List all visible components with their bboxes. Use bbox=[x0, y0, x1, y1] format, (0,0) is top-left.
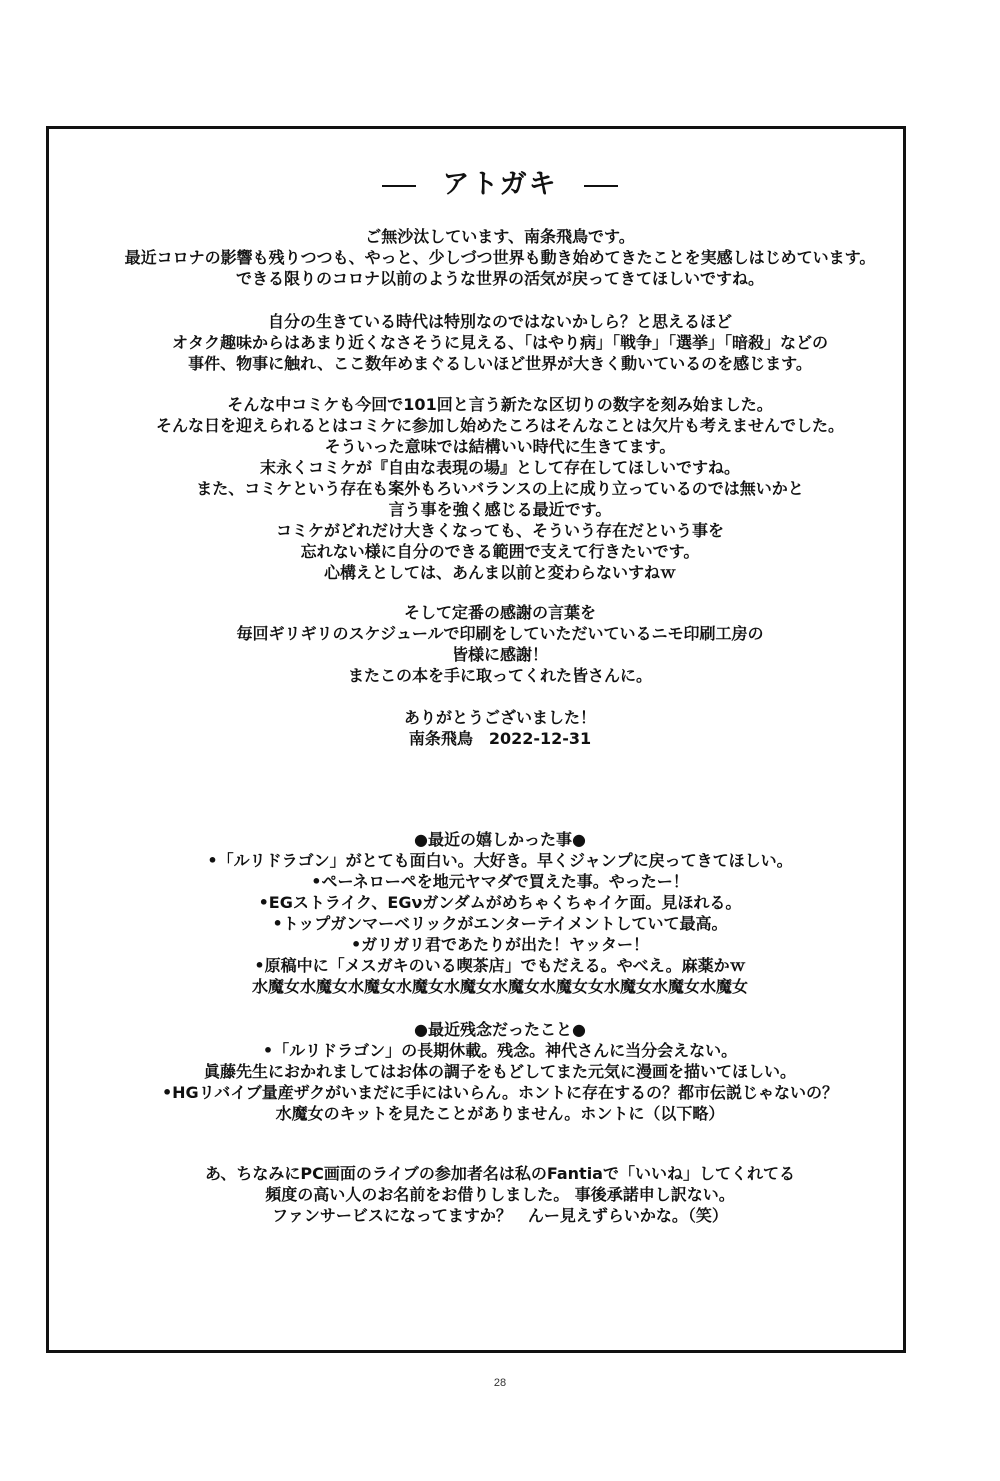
thanks-line: そして定番の感謝の言葉を bbox=[403, 603, 596, 622]
sign-line: ありがとうございました！ bbox=[403, 708, 596, 727]
intro-paragraph bbox=[0, 226, 1000, 289]
title-dash-left bbox=[382, 185, 416, 187]
list-item: •「ルリドラゴン」の長期休載。残念。神代さんに当分会えない。 bbox=[262, 1041, 738, 1060]
note-line: ファンサービスになってますか？ んー見えずらいかな。（笑） bbox=[272, 1206, 728, 1225]
list-item: •ペーネローペを地元ヤマダで買えた事。やったー！ bbox=[311, 872, 689, 891]
sad-list bbox=[0, 1019, 1000, 1124]
era-line: オタク趣味からはあまり近くなさそうに見える、「はやり病」「戦争」「選挙」「暗殺」などの bbox=[171, 333, 828, 352]
comiket-paragraph bbox=[0, 394, 1000, 583]
title-text: アトガキ bbox=[442, 169, 558, 200]
list-item: •「ルリドラゴン」がとても面白い。大好き。早くジャンプに戻ってきてほしい。 bbox=[207, 851, 793, 870]
comiket-line: コミケがどれだけ大きくなっても、そういう存在だという事を bbox=[275, 521, 724, 540]
intro-line: ご無沙汰しています、南条飛鳥です。 bbox=[365, 227, 635, 246]
era-line: 自分の生きている時代は特別なのではないかしら？と思えるほど bbox=[267, 312, 732, 331]
comiket-line: また、コミケという存在も案外もろいバランスの上に成り立っているのでは無いかと bbox=[196, 479, 804, 498]
comiket-line: 末永くコミケが『自由な表現の場』として存在してほしいですね。 bbox=[259, 458, 740, 477]
thanks-line: 皆様に感謝！ bbox=[451, 645, 548, 664]
list-item: 水魔女水魔女水魔女水魔女水魔女水魔女水魔女女水魔女水魔女水魔女 bbox=[251, 977, 748, 996]
list-item: •トップガンマーベリックがエンターテイメントしていて最高。 bbox=[272, 914, 728, 933]
comiket-line: そんな中コミケも今回で101回と言う新たな区切りの数字を刻み始ました。 bbox=[227, 395, 773, 414]
thanks-paragraph bbox=[0, 602, 1000, 686]
list-item: •ガリガリ君であたりが出た！ヤッター！ bbox=[350, 935, 650, 954]
page-title bbox=[0, 162, 1000, 201]
intro-line: 最近コロナの影響も残りつつも、やっと、少しづつ世界も動き始めてきたことを実感しはじめています。 bbox=[124, 248, 876, 267]
comiket-line: 心構えとしては、あんま以前と変わらないすねｗ bbox=[323, 563, 676, 582]
era-paragraph bbox=[0, 311, 1000, 374]
comiket-line: そういった意味では結構いい時代に生きてます。 bbox=[324, 437, 676, 456]
closing-note bbox=[0, 1163, 1000, 1226]
list-item: •原稿中に「メスガキのいる喫茶店」でもだえる。やべえ。麻薬かｗ bbox=[254, 956, 746, 975]
list-item: 水魔女のキットを見たことがありません。ホントに（以下略） bbox=[275, 1104, 725, 1123]
page-number: 28 bbox=[493, 1377, 507, 1389]
comiket-line: 言う事を強く感じる最近です。 bbox=[388, 500, 612, 519]
note-line: あ、ちなみにPC画面のライブの参加者名は私のFantiaで「いいね」してくれてる bbox=[205, 1164, 795, 1183]
happy-list bbox=[0, 829, 1000, 997]
list-item: •EGストライク、EGνガンダムがめちゃくちゃイケ面。見ほれる。 bbox=[258, 893, 742, 912]
comiket-line: 忘れない様に自分のできる範囲で支えて行きたいです。 bbox=[300, 542, 700, 561]
intro-line: できる限りのコロナ以前のような世界の活気が戻ってきてほしいですね。 bbox=[235, 269, 764, 288]
happy-heading: ●最近の嬉しかった事● bbox=[414, 830, 586, 849]
signature-block bbox=[0, 707, 1000, 749]
sad-heading: ●最近残念だったこと● bbox=[414, 1020, 586, 1039]
title-dash-right bbox=[584, 185, 618, 187]
note-line: 頻度の高い人のお名前をお借りしました。 事後承諾申し訳ない。 bbox=[265, 1185, 735, 1204]
thanks-line: またこの本を手に取ってくれた皆さんに。 bbox=[347, 666, 652, 685]
author-date-line: 南条飛鳥 2022-12-31 bbox=[408, 729, 592, 748]
era-line: 事件、物事に触れ、ここ数年めまぐるしいほど世界が大きく動いているのを感じます。 bbox=[188, 354, 812, 373]
list-item: 眞藤先生におかれましてはお体の調子をもどしてまた元気に漫画を描いてほしい。 bbox=[203, 1062, 796, 1081]
list-item: •HGリバイブ量産ザクがいまだに手にはいらん。ホントに存在するの？都市伝説じゃないの？ bbox=[161, 1083, 839, 1102]
thanks-line: 毎回ギリギリのスケジュールで印刷をしていただいているニモ印刷工房の bbox=[236, 624, 764, 643]
comiket-line: そんな日を迎えられるとはコミケに参加し始めたころはそんなことは欠片も考えませんでした。 bbox=[155, 416, 844, 435]
